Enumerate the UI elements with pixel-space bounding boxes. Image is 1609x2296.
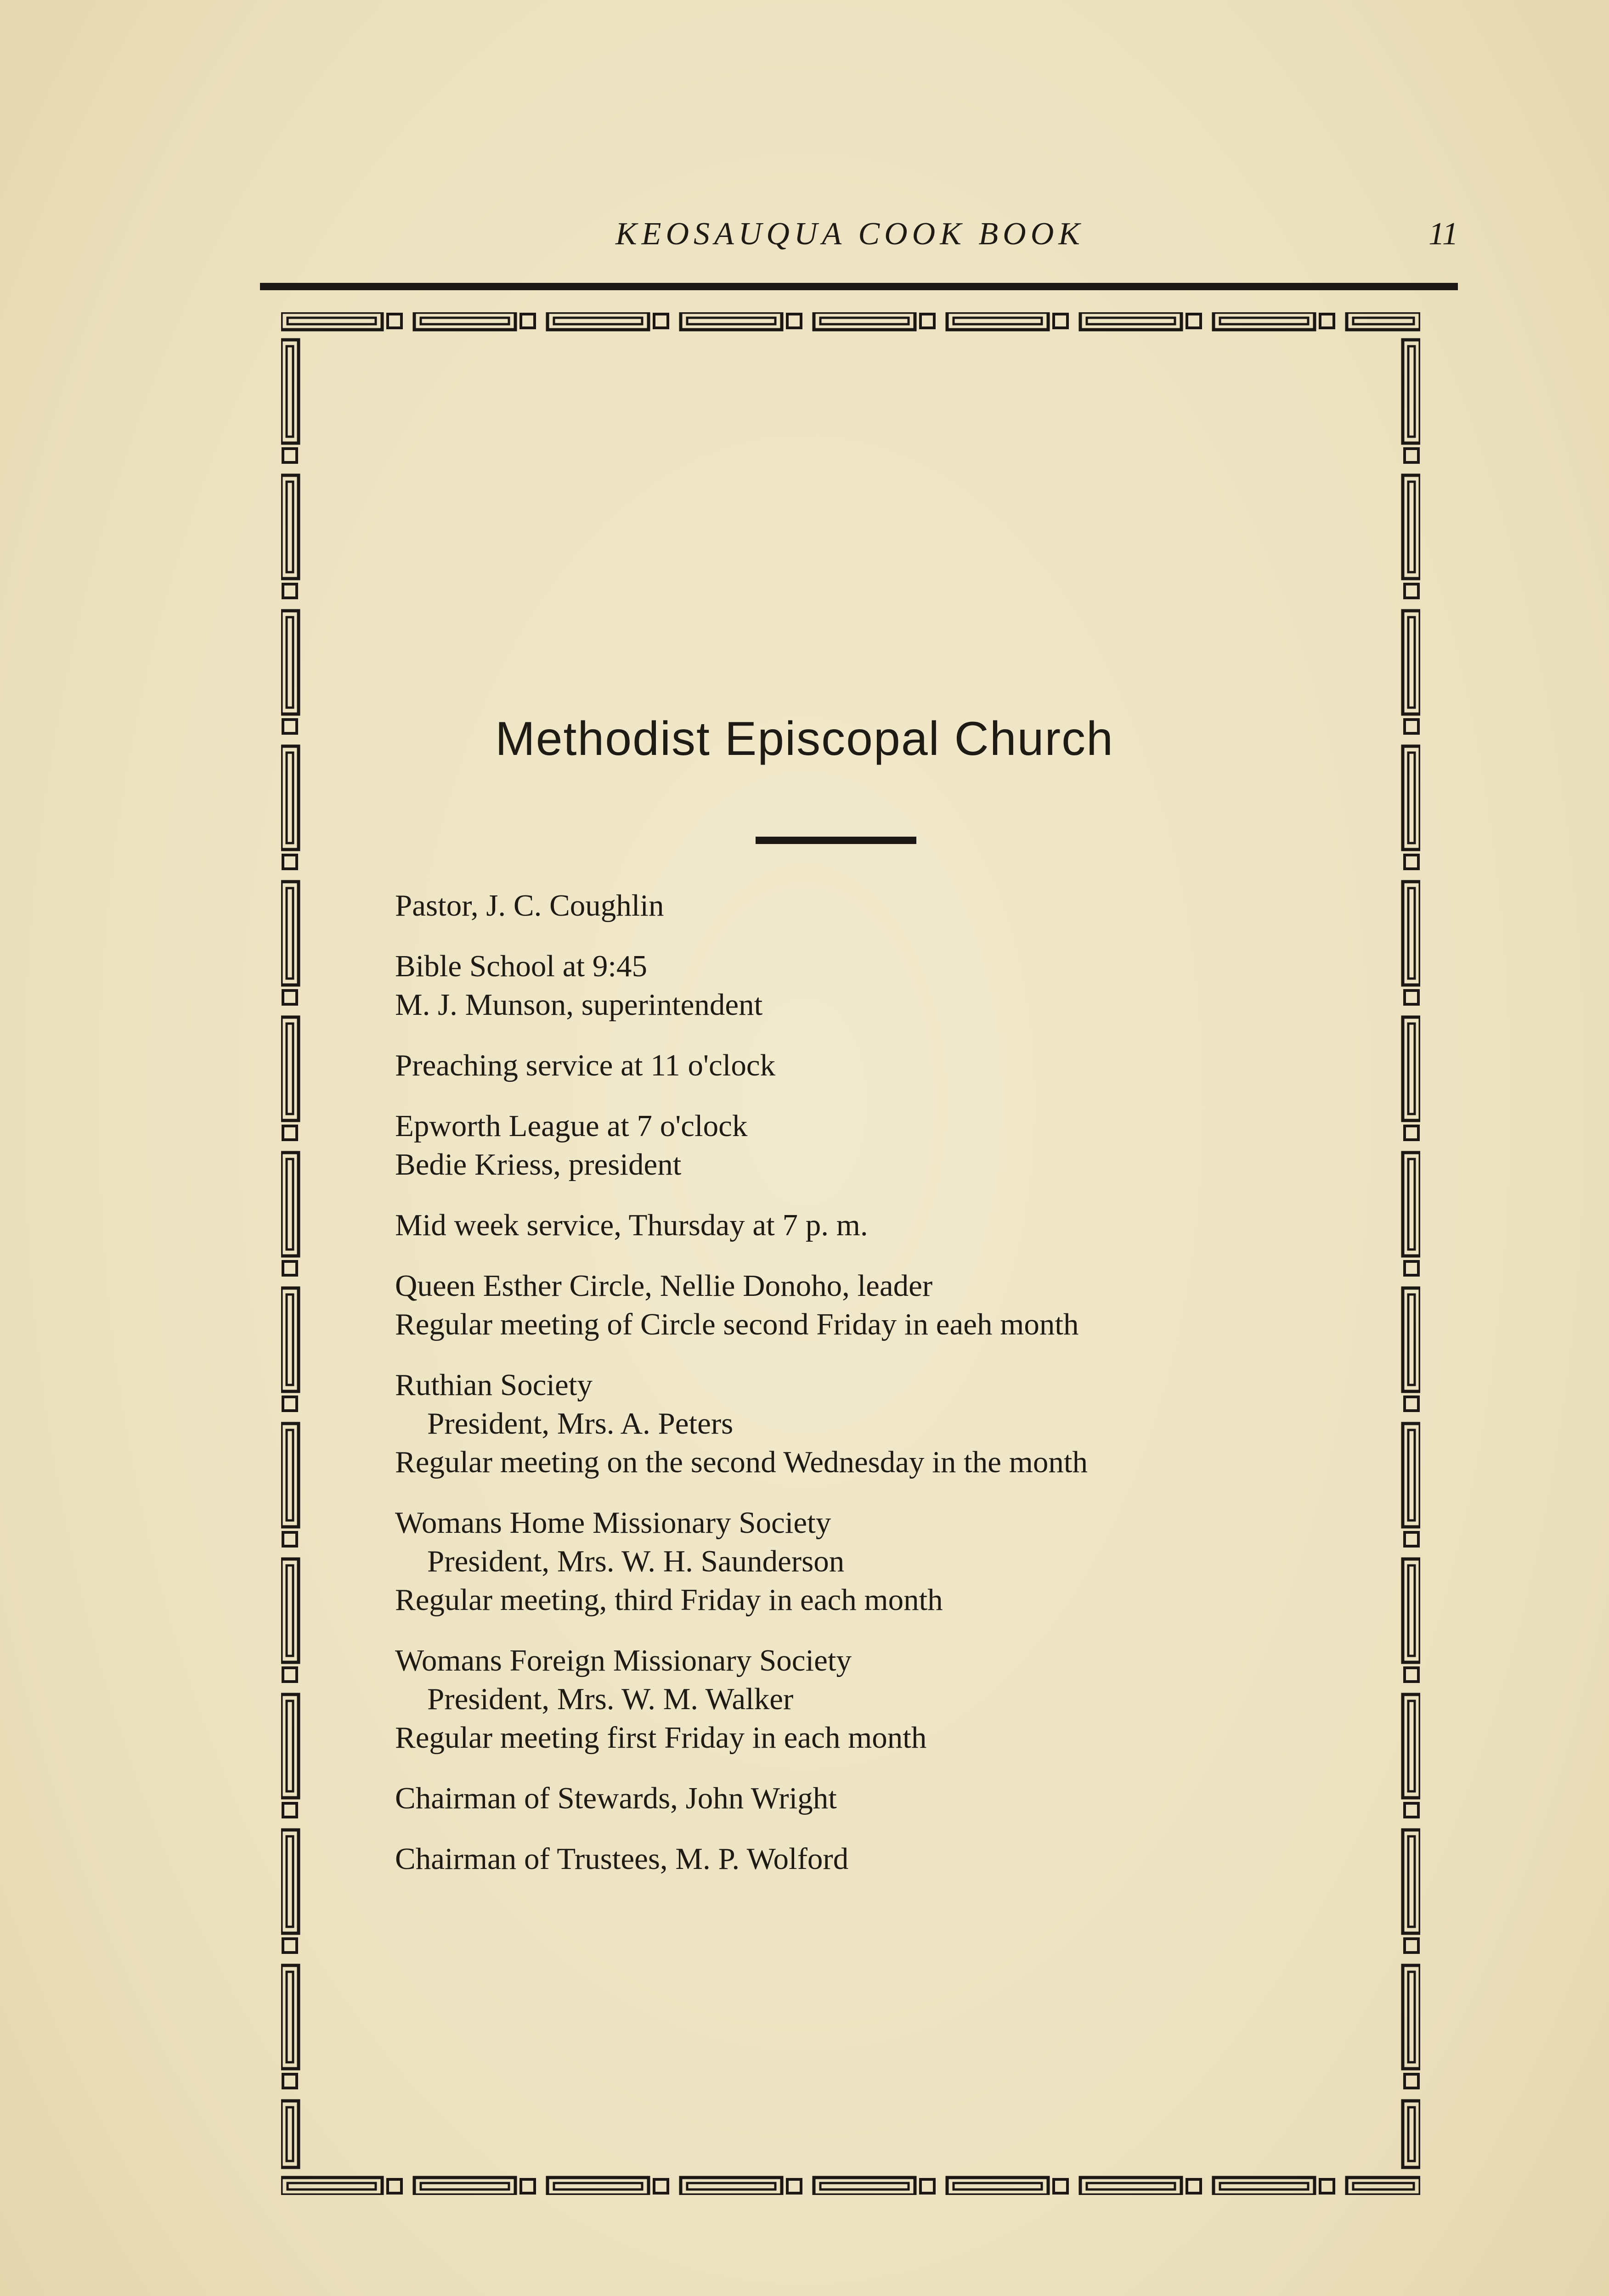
border-ornament — [554, 2183, 642, 2189]
border-ornament — [787, 2179, 801, 2193]
border-ornament — [1353, 318, 1414, 324]
border-ornament — [287, 617, 293, 708]
border-ornament — [1408, 346, 1415, 437]
border-ornament — [281, 1017, 299, 1120]
border-ornament — [287, 482, 293, 572]
border-ornament — [281, 1153, 299, 1256]
border-ornament — [1087, 2183, 1175, 2189]
border-ornament — [1403, 475, 1420, 579]
border-ornament — [1408, 1159, 1415, 1249]
border-ornament — [281, 2178, 382, 2195]
border-ornament — [654, 2179, 668, 2193]
border-ornament — [1405, 1397, 1418, 1411]
border-ornament — [947, 312, 1048, 330]
entry-epworth-league — [395, 1107, 1406, 1184]
border-ornament — [548, 312, 649, 330]
border-ornament — [681, 312, 782, 330]
border-ornament — [920, 314, 934, 328]
border-ornament — [283, 2074, 297, 2088]
border-ornament — [287, 346, 293, 437]
border-ornament — [287, 1294, 293, 1385]
title-rule — [756, 837, 916, 844]
entry-line: Bible School at 9:45 — [395, 949, 647, 983]
border-ornament — [283, 449, 297, 462]
running-head: KEOSAUQUA COOK BOOK — [615, 216, 1084, 252]
entry-line: M. J. Munson, superintendent — [395, 988, 763, 1022]
border-ornament — [954, 318, 1042, 324]
border-ornament — [283, 990, 297, 1004]
border-ornament — [281, 2101, 299, 2167]
entry-line: Preaching service at 11 o'clock — [395, 1048, 776, 1082]
border-ornament — [283, 1397, 297, 1411]
entry-mid-week — [395, 1206, 1406, 1244]
header-rule — [260, 283, 1458, 290]
church-entries — [395, 886, 1406, 1878]
entry-line: Regular meeting first Friday in each month — [395, 1721, 927, 1755]
entry-trustees — [395, 1840, 1406, 1878]
border-ornament — [1408, 617, 1415, 708]
border-ornament — [283, 1261, 297, 1275]
border-ornament — [1408, 482, 1415, 572]
entry-line: Regular meeting of Circle second Friday in eaeh month — [395, 1307, 1079, 1341]
border-ornament — [287, 1972, 293, 2062]
entry-line: Mid week service, Thursday at 7 p. m. — [395, 1208, 868, 1242]
border-ornament — [1408, 1701, 1415, 1791]
border-ornament — [1220, 318, 1308, 324]
border-ornament — [414, 2178, 515, 2195]
border-ornament — [1320, 314, 1334, 328]
border-ornament — [281, 611, 299, 714]
border-ornament — [1347, 2178, 1420, 2195]
border-ornament — [954, 2183, 1042, 2189]
entry-line: President, Mrs. W. M. Walker — [427, 1682, 794, 1716]
border-ornament — [1405, 1261, 1418, 1275]
entry-queen-esther — [395, 1266, 1406, 1344]
border-ornament — [820, 318, 909, 324]
border-ornament — [548, 2178, 649, 2195]
entry-line: Pastor, J. C. Coughlin — [395, 889, 664, 923]
border-ornament — [281, 312, 382, 330]
entry-home-missionary — [395, 1503, 1406, 1619]
border-ornament — [281, 340, 299, 443]
border-ornament — [283, 1532, 297, 1546]
border-ornament — [1214, 312, 1315, 330]
border-ornament — [1405, 2074, 1418, 2088]
page-title: Methodist Episcopal Church — [495, 712, 1114, 765]
border-ornament — [521, 314, 535, 328]
border-ornament — [281, 1965, 299, 2069]
border-ornament — [287, 1701, 293, 1791]
border-ornament — [288, 318, 376, 324]
border-ornament — [281, 475, 299, 579]
border-ornament — [814, 312, 915, 330]
entry-line: Chairman of Trustees, M. P. Wolford — [395, 1842, 849, 1876]
border-ornament — [1405, 1668, 1418, 1682]
border-ornament — [1054, 314, 1067, 328]
border-ornament — [920, 2179, 934, 2193]
entry-line: President, Mrs. W. H. Saunderson — [427, 1544, 845, 1578]
entry-line: Queen Esther Circle, Nellie Donoho, leader — [395, 1269, 933, 1303]
border-ornament — [1405, 1532, 1418, 1546]
border-ornament — [1054, 2179, 1067, 2193]
border-ornament — [1347, 312, 1420, 330]
entry-stewards — [395, 1779, 1406, 1818]
border-ornament — [281, 1830, 299, 1933]
border-ornament — [521, 2179, 535, 2193]
border-ornament — [281, 1288, 299, 1391]
border-ornament — [1405, 449, 1418, 462]
border-ornament — [281, 1559, 299, 1662]
entry-line: Regular meeting, third Friday in each month — [395, 1583, 943, 1617]
border-ornament — [947, 2178, 1048, 2195]
border-ornament — [1403, 340, 1420, 443]
border-ornament — [1214, 2178, 1315, 2195]
border-ornament — [414, 312, 515, 330]
border-ornament — [283, 1668, 297, 1682]
border-ornament — [283, 1126, 297, 1140]
border-ornament — [283, 855, 297, 869]
border-ornament — [388, 314, 401, 328]
border-ornament — [1408, 1836, 1415, 1927]
border-ornament — [283, 1939, 297, 1953]
border-ornament — [687, 2183, 775, 2189]
border-ornament — [1403, 1965, 1420, 2069]
border-ornament — [1220, 2183, 1308, 2189]
border-ornament — [1405, 855, 1418, 869]
border-ornament — [287, 1565, 293, 1656]
entry-line: Womans Foreign Missionary Society — [395, 1643, 852, 1677]
border-ornament — [281, 1694, 299, 1798]
border-ornament — [1408, 1430, 1415, 1520]
border-ornament — [287, 2107, 293, 2161]
border-ornament — [287, 1430, 293, 1520]
border-ornament — [421, 2183, 509, 2189]
entry-preaching — [395, 1046, 1406, 1085]
border-ornament — [1403, 611, 1420, 714]
border-ornament — [1320, 2179, 1334, 2193]
border-ornament — [1408, 1294, 1415, 1385]
border-ornament — [554, 318, 642, 324]
border-ornament — [1080, 312, 1181, 330]
border-ornament — [1080, 2178, 1181, 2195]
border-ornament — [1408, 1024, 1415, 1114]
entry-line: Womans Home Missionary Society — [395, 1506, 831, 1540]
entry-bible-school — [395, 947, 1406, 1024]
border-ornament — [1187, 314, 1201, 328]
entry-line: Epworth League at 7 o'clock — [395, 1109, 748, 1143]
border-ornament — [1408, 1565, 1415, 1656]
page-number: 11 — [1428, 216, 1458, 252]
border-ornament — [283, 1803, 297, 1817]
border-ornament — [421, 318, 509, 324]
border-ornament — [1405, 1939, 1418, 1953]
border-ornament — [687, 318, 775, 324]
border-ornament — [1187, 2179, 1201, 2193]
border-ornament — [1405, 990, 1418, 1004]
border-ornament — [281, 1424, 299, 1527]
border-ornament — [287, 1159, 293, 1249]
entry-line: Regular meeting on the second Wednesday in the month — [395, 1445, 1088, 1479]
entry-line: President, Mrs. A. Peters — [427, 1407, 734, 1441]
border-ornament — [1408, 2107, 1415, 2161]
border-ornament — [283, 584, 297, 598]
border-ornament — [1403, 2101, 1420, 2167]
border-ornament — [1408, 888, 1415, 979]
entry-foreign-missionary — [395, 1641, 1406, 1757]
border-ornament — [288, 2183, 376, 2189]
border-ornament — [1087, 318, 1175, 324]
border-ornament — [281, 882, 299, 985]
entry-ruthian-society — [395, 1366, 1406, 1481]
border-ornament — [1405, 1126, 1418, 1140]
entry-line: Chairman of Stewards, John Wright — [395, 1781, 837, 1815]
border-ornament — [681, 2178, 782, 2195]
border-ornament — [820, 2183, 909, 2189]
border-ornament — [787, 314, 801, 328]
border-ornament — [388, 2179, 401, 2193]
border-ornament — [654, 314, 668, 328]
entry-line: Ruthian Society — [395, 1368, 593, 1402]
border-ornament — [1353, 2183, 1414, 2189]
border-ornament — [287, 1836, 293, 1927]
border-ornament — [1405, 1803, 1418, 1817]
border-ornament — [287, 1024, 293, 1114]
border-ornament — [1408, 1972, 1415, 2062]
border-ornament — [1405, 584, 1418, 598]
border-ornament — [287, 888, 293, 979]
entry-pastor — [395, 886, 1406, 925]
border-ornament — [814, 2178, 915, 2195]
entry-line: Bedie Kriess, president — [395, 1148, 682, 1182]
